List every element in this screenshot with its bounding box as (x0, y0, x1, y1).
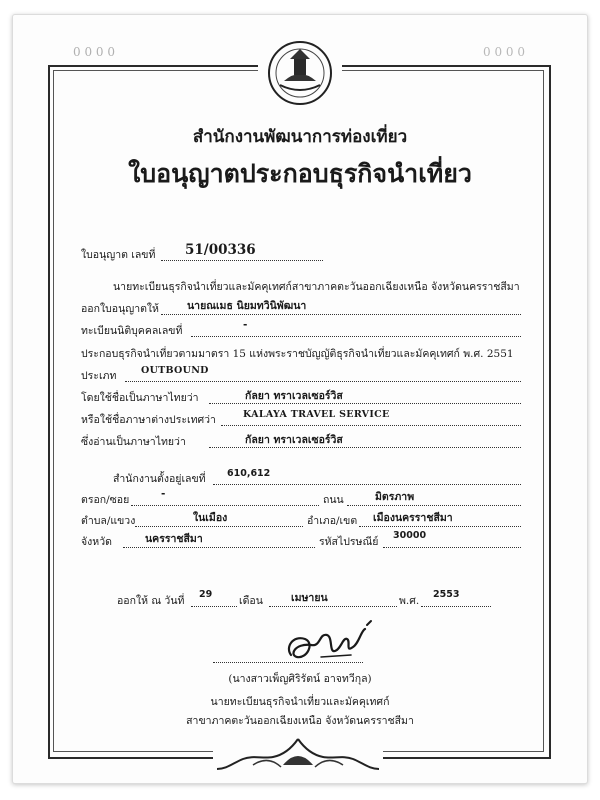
license-label: ใบอนุญาต เลขที่ (81, 249, 156, 261)
license-dots (161, 260, 323, 261)
grantee-label: ออกใบอนุญาตให้ (81, 303, 159, 315)
license-document (12, 14, 588, 784)
postal-label: รหัสไปรษณีย์ (319, 536, 379, 548)
thai-name-value: กัลยา ทราเวลเซอร์วิส (245, 390, 343, 402)
issued-day: 29 (199, 589, 213, 600)
registrar-intro: นายทะเบียนธุรกิจนำเที่ยวและมัคคุเทศก์สาขาภาคตะวันออกเฉียงเหนือ จังหวัดนครราชสีมา (113, 281, 520, 293)
issued-month-label: เดือน (239, 595, 263, 607)
issued-label: ออกให้ ณ วันที่ (117, 595, 185, 607)
foreign-name-dots (221, 425, 521, 426)
issued-month-dots (269, 606, 397, 607)
province-dots (123, 547, 315, 548)
signature-icon (281, 617, 381, 667)
road-label: ถนน (323, 494, 344, 506)
issued-year-dots (421, 606, 491, 607)
province-label: จังหวัด (81, 536, 112, 548)
subdistrict-label: ตำบล/แขวง (81, 515, 136, 527)
district-dots (359, 526, 521, 527)
subdistrict-value: ในเมือง (193, 512, 228, 524)
road-dots (347, 505, 521, 506)
type-dots (125, 381, 521, 382)
district-label: อำเภอ/เขต (307, 515, 358, 527)
legal-basis: ประกอบธุรกิจนำเที่ยวตามมาตรา 15 แห่งพระราชบัญญัติธุรกิจนำเที่ยวและมัคคุเทศก์ พ.ศ. 2551 (81, 348, 514, 360)
license-number: 51/00336 (185, 242, 256, 258)
road-value: มิตรภาพ (375, 491, 415, 503)
foreign-name-value: KALAYA TRAVEL SERVICE (243, 409, 390, 420)
reading-value: กัลยา ทราเวลเซอร์วิส (245, 434, 343, 446)
thai-name-label: โดยใช้ชื่อเป็นภาษาไทยว่า (81, 392, 199, 404)
issued-day-dots (191, 606, 237, 607)
faint-stamp-left: 0 0 0 0 (73, 45, 115, 59)
signer-title: นายทะเบียนธุรกิจนำเที่ยวและมัคคุเทศก์ (210, 696, 390, 708)
type-label: ประเภท (81, 370, 117, 382)
agency-name: สำนักงานพัฒนาการท่องเที่ยว (192, 127, 408, 147)
business-type: OUTBOUND (141, 365, 209, 376)
signer-branch: สาขาภาคตะวันออกเฉียงเหนือ จังหวัดนครราชสีมา (186, 715, 414, 727)
soi-value: - (161, 488, 166, 500)
postal-dots (383, 547, 521, 548)
subdistrict-dots (135, 526, 303, 527)
document-title: ใบอนุญาตประกอบธุรกิจนำเที่ยว (128, 159, 472, 188)
agency-emblem-icon (258, 37, 342, 109)
province-value: นครราชสีมา (145, 533, 203, 545)
grantee-dots (161, 314, 521, 315)
office-label: สำนักงานตั้งอยู่เลขที่ (113, 473, 206, 485)
issued-year-label: พ.ศ. (399, 595, 420, 607)
grantee-name: นายณเมธ นิยมทวินิพัฒนา (187, 300, 307, 312)
reading-label: ซึ่งอ่านเป็นภาษาไทยว่า (81, 436, 186, 448)
office-number: 610,612 (227, 468, 271, 479)
foreign-name-label: หรือใช้ชื่อภาษาต่างประเทศว่า (81, 414, 216, 426)
issued-year: 2553 (433, 589, 460, 600)
juristic-dots (191, 336, 521, 337)
juristic-label: ทะเบียนนิติบุคคลเลขที่ (81, 325, 183, 337)
office-dots (213, 484, 521, 485)
issued-month: เมษายน (291, 592, 328, 604)
ornament-icon (213, 735, 383, 775)
juristic-number: - (243, 319, 248, 331)
signature-dots (213, 662, 363, 663)
soi-label: ตรอก/ซอย (81, 494, 130, 506)
district-value: เมืองนครราชสีมา (373, 512, 453, 524)
postal-value: 30000 (393, 530, 427, 541)
soi-dots (131, 505, 319, 506)
faint-stamp-right: 0 0 0 0 (483, 45, 525, 59)
signer-name: (นางสาวเพ็ญศิริรัตน์ อาจทวีกุล) (228, 673, 372, 685)
